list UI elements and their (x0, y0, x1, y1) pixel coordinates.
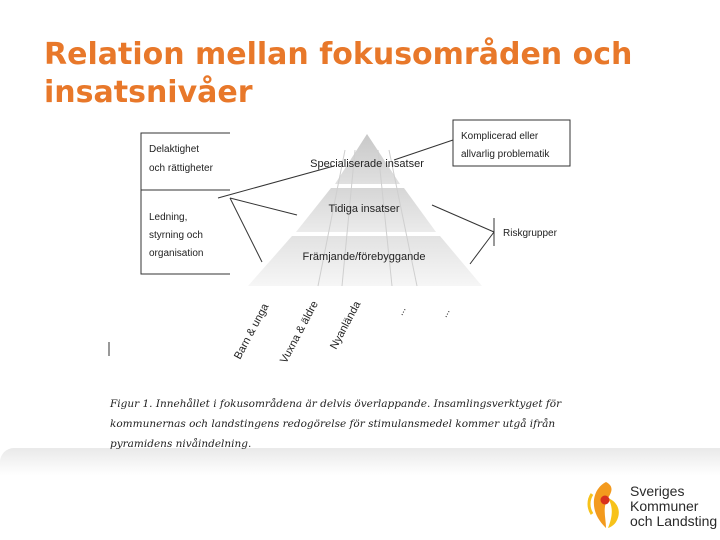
right-box-connector (394, 140, 453, 160)
focus-barn-unga: Barn & unga (232, 301, 272, 362)
skl-figure-icon (584, 478, 628, 530)
figure-caption: Figur 1. Innehållet i fokusområdena är delvis överlappande. Insamlingsverktyget för kommunernas och landstingens redogörelse för stimulansmedel kommer utgå ifrån pyramidens nivåindelning. (110, 398, 562, 450)
right-box-line-1: Komplicerad eller (461, 131, 539, 142)
focus-nyanlanda: Nyanlända (328, 299, 364, 352)
focus-vuxna-aldre: Vuxna & äldre (278, 299, 321, 366)
risk-label: Riskgrupper (503, 228, 557, 239)
level-tidiga: Tidiga insatser (328, 203, 400, 215)
left-item-2-line-2: styrning och (149, 230, 203, 241)
focus-more-1: ... (394, 304, 409, 318)
level-framjande: Främjande/förebyggande (302, 251, 426, 263)
skl-logo-mark (584, 478, 628, 534)
left-item-1-line-2: och rättigheter (149, 163, 213, 174)
focus-more-2: ... (438, 306, 453, 320)
level-specialiserade: Specialiserade insatser (310, 158, 424, 170)
left-item-2-line-3: organisation (149, 248, 204, 259)
left-item-1-line-1: Delaktighet (149, 144, 200, 155)
logo-line-2: Kommuner (630, 498, 699, 514)
slide-title: Relation mellan fokusområden och insatsnivåer (44, 37, 633, 110)
right-box-line-2: allvarlig problematik (461, 149, 550, 160)
skl-logo-text (630, 484, 717, 529)
left-item-2-line-1: Ledning, (149, 212, 188, 223)
logo-line-1: Sveriges (630, 483, 685, 499)
logo-line-3: och Landsting (630, 513, 718, 529)
